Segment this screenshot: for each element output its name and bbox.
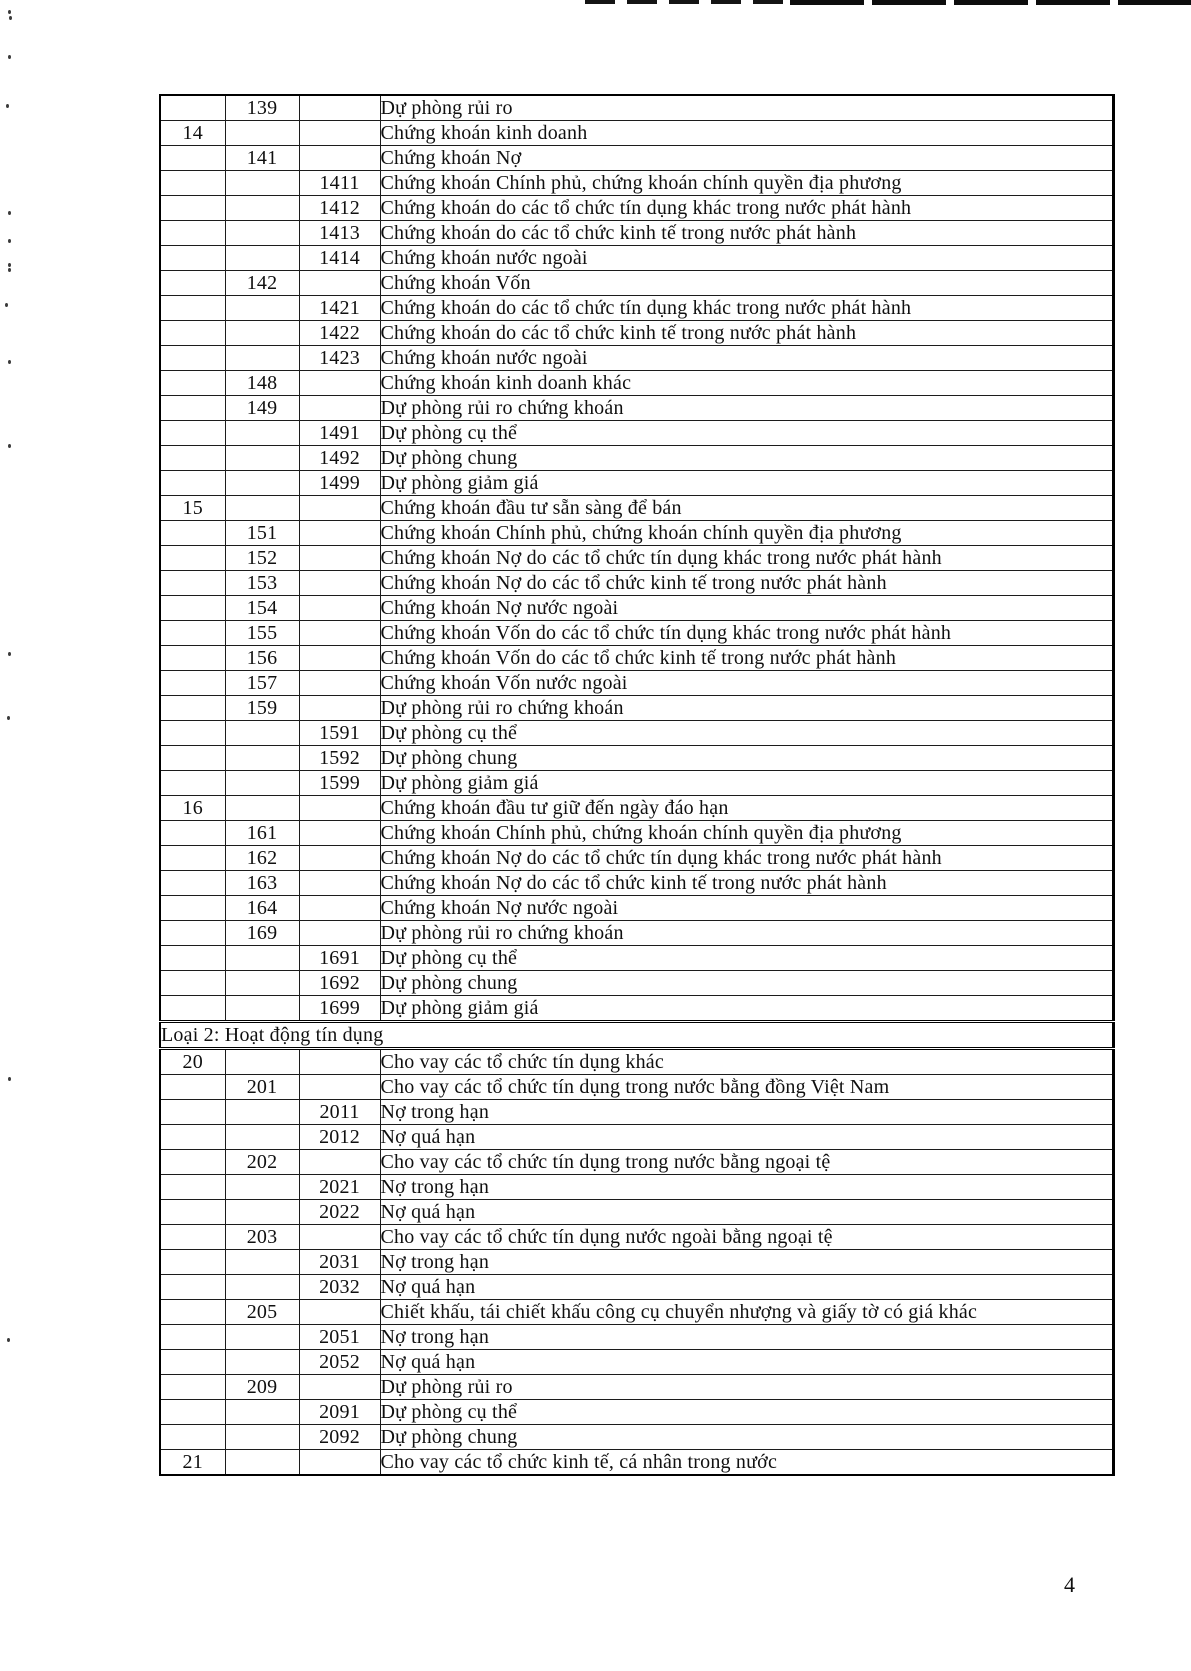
code-level3-cell (299, 896, 380, 921)
code-level1-cell (160, 921, 225, 946)
scan-speck (8, 360, 11, 364)
account-name-cell: Dự phòng giảm giá (380, 996, 1113, 1022)
table-row (160, 221, 1113, 246)
code-level3-cell: 1491 (299, 421, 380, 446)
table-row (160, 396, 1113, 421)
code-level1-cell (160, 296, 225, 321)
account-name-cell: Dự phòng giảm giá (380, 771, 1113, 796)
account-name-cell: Nợ quá hạn (380, 1275, 1113, 1300)
account-name-cell: Chứng khoán Nợ nước ngoài (380, 896, 1113, 921)
code-level2-cell: 157 (225, 671, 299, 696)
code-level2-cell (225, 421, 299, 446)
account-name-cell: Chứng khoán nước ngoài (380, 346, 1113, 371)
code-level2-cell (225, 321, 299, 346)
code-level1-cell (160, 821, 225, 846)
code-level3-cell: 1691 (299, 946, 380, 971)
code-level1-cell (160, 1150, 225, 1175)
code-level3-cell: 2012 (299, 1125, 380, 1150)
code-level2-cell (225, 1275, 299, 1300)
section-label: Loại 2: Hoạt động tín dụng (160, 1022, 1113, 1049)
code-level2-cell (225, 1250, 299, 1275)
page-number: 4 (1064, 1572, 1075, 1597)
table-row (160, 571, 1113, 596)
code-level2-cell (225, 1200, 299, 1225)
table-row (160, 896, 1113, 921)
code-level3-cell (299, 95, 380, 121)
code-level2-cell (225, 996, 299, 1022)
code-level1-cell (160, 671, 225, 696)
account-name-cell: Chứng khoán Chính phủ, chứng khoán chính quyền địa phương (380, 821, 1113, 846)
code-level2-cell (225, 446, 299, 471)
code-level1-cell: 20 (160, 1049, 225, 1075)
code-level2-cell (225, 196, 299, 221)
code-level2-cell: 142 (225, 271, 299, 296)
code-level3-cell: 1599 (299, 771, 380, 796)
account-name-cell: Dự phòng rủi ro chứng khoán (380, 696, 1113, 721)
code-level2-cell (225, 496, 299, 521)
account-name-cell: Dự phòng chung (380, 746, 1113, 771)
account-name-cell: Chiết khấu, tái chiết khấu công cụ chuyển nhượng và giấy tờ có giá khác (380, 1300, 1113, 1325)
account-name-cell: Dự phòng cụ thể (380, 421, 1113, 446)
code-level2-cell: 149 (225, 396, 299, 421)
account-name-cell: Dự phòng rủi ro chứng khoán (380, 921, 1113, 946)
table-row (160, 646, 1113, 671)
table-row (160, 946, 1113, 971)
code-level2-cell (225, 771, 299, 796)
code-level1-cell (160, 1325, 225, 1350)
scan-speck (8, 55, 11, 59)
code-level1-cell (160, 95, 225, 121)
code-level1-cell: 16 (160, 796, 225, 821)
scan-speck (8, 263, 11, 267)
code-level2-cell (225, 471, 299, 496)
account-name-cell: Chứng khoán Chính phủ, chứng khoán chính quyền địa phương (380, 521, 1113, 546)
account-name-cell: Dự phòng giảm giá (380, 471, 1113, 496)
code-level3-cell (299, 921, 380, 946)
code-level3-cell: 2011 (299, 1100, 380, 1125)
code-level3-cell: 2022 (299, 1200, 380, 1225)
code-level2-cell: 152 (225, 546, 299, 571)
code-level1-cell (160, 221, 225, 246)
code-level3-cell (299, 396, 380, 421)
code-level1-cell (160, 1300, 225, 1325)
code-level1-cell (160, 346, 225, 371)
code-level1-cell: 14 (160, 121, 225, 146)
code-level3-cell (299, 371, 380, 396)
table-row (160, 95, 1113, 121)
code-level3-cell (299, 671, 380, 696)
code-level1-cell (160, 771, 225, 796)
code-level3-cell: 2091 (299, 1400, 380, 1425)
code-level2-cell (225, 796, 299, 821)
account-name-cell: Dự phòng cụ thể (380, 1400, 1113, 1425)
code-level3-cell (299, 1075, 380, 1100)
account-name-cell: Chứng khoán do các tổ chức tín dụng khác trong nước phát hành (380, 296, 1113, 321)
code-level1-cell (160, 696, 225, 721)
code-level1-cell (160, 996, 225, 1022)
account-name-cell: Chứng khoán Vốn do các tổ chức kinh tế trong nước phát hành (380, 646, 1113, 671)
code-level1-cell (160, 596, 225, 621)
code-level2-cell: 156 (225, 646, 299, 671)
account-name-cell: Dự phòng rủi ro chứng khoán (380, 396, 1113, 421)
table-row (160, 1325, 1113, 1350)
scan-speck (8, 268, 11, 272)
code-level2-cell (225, 721, 299, 746)
table-row (160, 196, 1113, 221)
account-name-cell: Chứng khoán Nợ do các tổ chức kinh tế trong nước phát hành (380, 871, 1113, 896)
code-level1-cell (160, 146, 225, 171)
account-name-cell: Cho vay các tổ chức tín dụng trong nước bằng ngoại tệ (380, 1150, 1113, 1175)
scan-speck (6, 104, 9, 108)
code-level1-cell (160, 421, 225, 446)
account-name-cell: Chứng khoán Nợ nước ngoài (380, 596, 1113, 621)
code-level1-cell (160, 171, 225, 196)
account-name-cell: Nợ trong hạn (380, 1325, 1113, 1350)
table-row (160, 1375, 1113, 1400)
code-level2-cell: 148 (225, 371, 299, 396)
account-name-cell: Chứng khoán kinh doanh khác (380, 371, 1113, 396)
scan-speck (7, 716, 10, 720)
table-row (160, 421, 1113, 446)
code-level3-cell: 1422 (299, 321, 380, 346)
code-level1-cell (160, 521, 225, 546)
code-level3-cell (299, 121, 380, 146)
code-level1-cell (160, 1125, 225, 1150)
code-level3-cell (299, 1375, 380, 1400)
table-row (160, 846, 1113, 871)
code-level2-cell (225, 346, 299, 371)
code-level1-cell (160, 1400, 225, 1425)
account-name-cell: Chứng khoán do các tổ chức kinh tế trong nước phát hành (380, 321, 1113, 346)
code-level2-cell: 154 (225, 596, 299, 621)
table-row (160, 821, 1113, 846)
code-level2-cell (225, 171, 299, 196)
scan-speck (7, 1338, 10, 1342)
table-row (160, 1450, 1113, 1476)
table-row (160, 521, 1113, 546)
code-level3-cell (299, 1225, 380, 1250)
account-name-cell: Nợ quá hạn (380, 1350, 1113, 1375)
code-level2-cell: 153 (225, 571, 299, 596)
account-name-cell: Chứng khoán Nợ do các tổ chức tín dụng khác trong nước phát hành (380, 846, 1113, 871)
account-name-cell: Chứng khoán do các tổ chức tín dụng khác trong nước phát hành (380, 196, 1113, 221)
table-row (160, 1400, 1113, 1425)
account-name-cell: Dự phòng cụ thể (380, 946, 1113, 971)
account-name-cell: Dự phòng chung (380, 971, 1113, 996)
table-row (160, 346, 1113, 371)
code-level1-cell (160, 246, 225, 271)
code-level3-cell (299, 571, 380, 596)
table-row (160, 621, 1113, 646)
code-level2-cell (225, 296, 299, 321)
code-level1-cell (160, 646, 225, 671)
table-row (160, 296, 1113, 321)
code-level1-cell (160, 1350, 225, 1375)
table-row (160, 321, 1113, 346)
code-level3-cell: 1692 (299, 971, 380, 996)
code-level3-cell: 2032 (299, 1275, 380, 1300)
code-level1-cell (160, 1375, 225, 1400)
code-level3-cell (299, 846, 380, 871)
table-row (160, 671, 1113, 696)
scan-speck (8, 652, 11, 656)
account-name-cell: Dự phòng chung (380, 446, 1113, 471)
code-level2-cell (225, 1175, 299, 1200)
code-level3-cell (299, 496, 380, 521)
scan-speck (8, 211, 11, 215)
code-level3-cell: 1423 (299, 346, 380, 371)
code-level3-cell (299, 821, 380, 846)
table-row (160, 771, 1113, 796)
code-level3-cell (299, 596, 380, 621)
code-level3-cell: 1412 (299, 196, 380, 221)
code-level3-cell: 2031 (299, 1250, 380, 1275)
table-row (160, 596, 1113, 621)
code-level2-cell: 161 (225, 821, 299, 846)
code-level1-cell (160, 1075, 225, 1100)
code-level1-cell (160, 1200, 225, 1225)
code-level3-cell: 1411 (299, 171, 380, 196)
table-row (160, 471, 1113, 496)
code-level2-cell: 164 (225, 896, 299, 921)
table-row (160, 121, 1113, 146)
account-name-cell: Chứng khoán do các tổ chức kinh tế trong nước phát hành (380, 221, 1113, 246)
code-level1-cell (160, 196, 225, 221)
code-level1-cell (160, 546, 225, 571)
account-name-cell: Cho vay các tổ chức tín dụng trong nước bằng đồng Việt Nam (380, 1075, 1113, 1100)
table-row (160, 1350, 1113, 1375)
code-level1-cell (160, 946, 225, 971)
table-row (160, 996, 1113, 1022)
code-level3-cell (299, 696, 380, 721)
code-level3-cell: 1499 (299, 471, 380, 496)
code-level2-cell: 209 (225, 1375, 299, 1400)
accounts-table-body (160, 95, 1113, 1475)
code-level1-cell (160, 746, 225, 771)
table-row (160, 1425, 1113, 1450)
code-level1-cell (160, 471, 225, 496)
code-level1-cell (160, 1275, 225, 1300)
table-row (160, 446, 1113, 471)
code-level3-cell (299, 146, 380, 171)
table-row (160, 871, 1113, 896)
code-level2-cell (225, 121, 299, 146)
code-level3-cell: 2021 (299, 1175, 380, 1200)
code-level1-cell (160, 1100, 225, 1125)
code-level2-cell (225, 746, 299, 771)
code-level1-cell (160, 371, 225, 396)
code-level2-cell (225, 971, 299, 996)
code-level3-cell: 2092 (299, 1425, 380, 1450)
code-level1-cell (160, 271, 225, 296)
account-name-cell: Nợ trong hạn (380, 1100, 1113, 1125)
table-row (160, 1200, 1113, 1225)
code-level3-cell: 1492 (299, 446, 380, 471)
code-level1-cell (160, 1225, 225, 1250)
code-level2-cell (225, 1400, 299, 1425)
code-level3-cell (299, 521, 380, 546)
account-name-cell: Nợ trong hạn (380, 1175, 1113, 1200)
code-level1-cell (160, 1425, 225, 1450)
code-level2-cell: 169 (225, 921, 299, 946)
code-level1-cell (160, 321, 225, 346)
chart-of-accounts-table (159, 94, 1112, 1476)
scan-edge-artifact (790, 0, 1191, 5)
account-name-cell: Chứng khoán Nợ do các tổ chức kinh tế trong nước phát hành (380, 571, 1113, 596)
table-row (160, 496, 1113, 521)
code-level3-cell: 2051 (299, 1325, 380, 1350)
account-name-cell: Cho vay các tổ chức kinh tế, cá nhân trong nước (380, 1450, 1113, 1476)
code-level1-cell (160, 846, 225, 871)
account-name-cell: Chứng khoán Nợ (380, 146, 1113, 171)
code-level2-cell (225, 246, 299, 271)
code-level3-cell: 2052 (299, 1350, 380, 1375)
code-level1-cell: 21 (160, 1450, 225, 1476)
code-level3-cell (299, 621, 380, 646)
account-name-cell: Chứng khoán Vốn (380, 271, 1113, 296)
scan-speck (8, 444, 11, 448)
code-level2-cell: 155 (225, 621, 299, 646)
code-level2-cell (225, 946, 299, 971)
code-level2-cell: 202 (225, 1150, 299, 1175)
code-level3-cell: 1413 (299, 221, 380, 246)
table-row (160, 1300, 1113, 1325)
code-level2-cell: 205 (225, 1300, 299, 1325)
table-row (160, 271, 1113, 296)
accounts-table (159, 94, 1115, 1476)
account-name-cell: Chứng khoán đầu tư sẵn sàng để bán (380, 496, 1113, 521)
code-level3-cell (299, 796, 380, 821)
scan-edge-artifact (585, 0, 790, 4)
account-name-cell: Chứng khoán Vốn do các tổ chức tín dụng khác trong nước phát hành (380, 621, 1113, 646)
code-level2-cell (225, 1125, 299, 1150)
code-level2-cell (225, 221, 299, 246)
table-row (160, 371, 1113, 396)
code-level3-cell (299, 871, 380, 896)
code-level3-cell: 1414 (299, 246, 380, 271)
table-row (160, 746, 1113, 771)
account-name-cell: Dự phòng chung (380, 1425, 1113, 1450)
code-level2-cell: 139 (225, 95, 299, 121)
code-level2-cell: 159 (225, 696, 299, 721)
code-level3-cell: 1699 (299, 996, 380, 1022)
code-level1-cell: 15 (160, 496, 225, 521)
code-level1-cell (160, 396, 225, 421)
code-level2-cell (225, 1350, 299, 1375)
table-row (160, 1275, 1113, 1300)
table-row (160, 1250, 1113, 1275)
account-name-cell: Nợ quá hạn (380, 1125, 1113, 1150)
table-row (160, 971, 1113, 996)
code-level3-cell (299, 271, 380, 296)
code-level3-cell (299, 1150, 380, 1175)
code-level2-cell (225, 1425, 299, 1450)
account-name-cell: Dự phòng rủi ro (380, 95, 1113, 121)
code-level2-cell: 201 (225, 1075, 299, 1100)
code-level1-cell (160, 621, 225, 646)
table-row (160, 1150, 1113, 1175)
account-name-cell: Dự phòng rủi ro (380, 1375, 1113, 1400)
code-level2-cell (225, 1325, 299, 1350)
code-level3-cell (299, 1450, 380, 1476)
table-row (160, 1100, 1113, 1125)
code-level1-cell (160, 571, 225, 596)
account-name-cell: Nợ trong hạn (380, 1250, 1113, 1275)
table-row (160, 1049, 1113, 1075)
code-level2-cell: 141 (225, 146, 299, 171)
table-row (160, 696, 1113, 721)
account-name-cell: Nợ quá hạn (380, 1200, 1113, 1225)
code-level2-cell: 151 (225, 521, 299, 546)
table-row (160, 721, 1113, 746)
code-level3-cell: 1592 (299, 746, 380, 771)
code-level2-cell (225, 1049, 299, 1075)
scan-speck (8, 239, 11, 243)
account-name-cell: Chứng khoán Chính phủ, chứng khoán chính quyền địa phương (380, 171, 1113, 196)
account-name-cell: Cho vay các tổ chức tín dụng nước ngoài bằng ngoại tệ (380, 1225, 1113, 1250)
code-level2-cell (225, 1100, 299, 1125)
code-level1-cell (160, 1250, 225, 1275)
scan-speck (8, 1077, 11, 1081)
table-row (160, 1075, 1113, 1100)
table-row (160, 796, 1113, 821)
scan-speck (8, 10, 11, 14)
table-row (160, 1225, 1113, 1250)
table-row (160, 246, 1113, 271)
account-name-cell: Chứng khoán nước ngoài (380, 246, 1113, 271)
account-name-cell: Chứng khoán Vốn nước ngoài (380, 671, 1113, 696)
code-level3-cell (299, 1049, 380, 1075)
table-row (160, 546, 1113, 571)
code-level1-cell (160, 896, 225, 921)
code-level2-cell: 162 (225, 846, 299, 871)
code-level3-cell: 1591 (299, 721, 380, 746)
account-name-cell: Chứng khoán đầu tư giữ đến ngày đáo hạn (380, 796, 1113, 821)
code-level3-cell (299, 546, 380, 571)
table-row (160, 1125, 1113, 1150)
code-level3-cell: 1421 (299, 296, 380, 321)
code-level2-cell: 203 (225, 1225, 299, 1250)
table-row (160, 921, 1113, 946)
code-level1-cell (160, 1175, 225, 1200)
account-name-cell: Chứng khoán kinh doanh (380, 121, 1113, 146)
account-name-cell: Dự phòng cụ thể (380, 721, 1113, 746)
code-level3-cell (299, 1300, 380, 1325)
code-level2-cell: 163 (225, 871, 299, 896)
code-level2-cell (225, 1450, 299, 1476)
scan-speck (5, 303, 8, 307)
table-row (160, 1175, 1113, 1200)
section-row (160, 1022, 1113, 1049)
scan-speck (9, 16, 12, 20)
code-level1-cell (160, 971, 225, 996)
table-row (160, 146, 1113, 171)
account-name-cell: Chứng khoán Nợ do các tổ chức tín dụng khác trong nước phát hành (380, 546, 1113, 571)
code-level1-cell (160, 446, 225, 471)
account-name-cell: Cho vay các tổ chức tín dụng khác (380, 1049, 1113, 1075)
code-level1-cell (160, 871, 225, 896)
code-level1-cell (160, 721, 225, 746)
table-row (160, 171, 1113, 196)
code-level3-cell (299, 646, 380, 671)
